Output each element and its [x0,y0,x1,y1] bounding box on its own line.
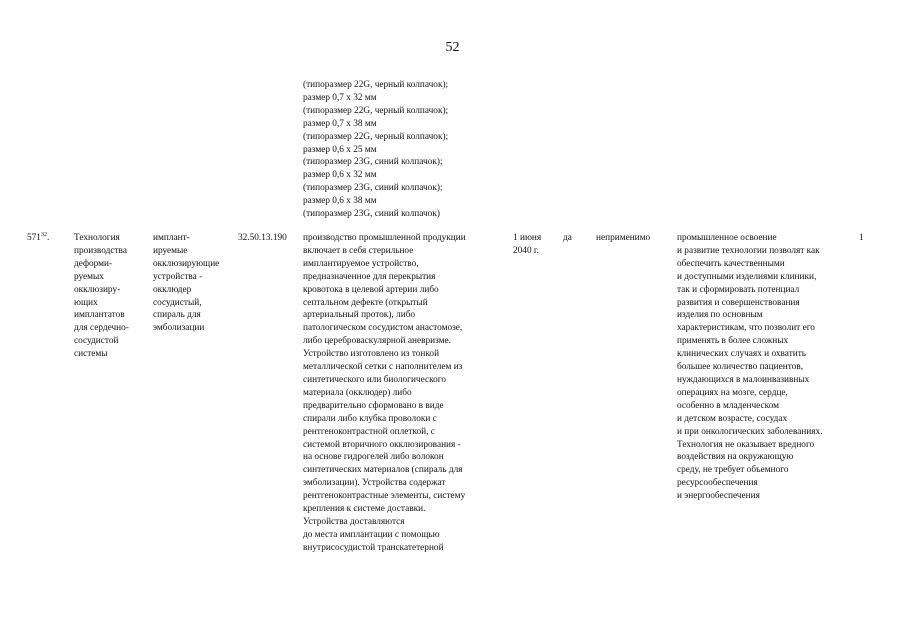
text-line: обеспечить качественными [677,258,785,269]
text-line: применять в более сложных [677,336,789,347]
text-line: производства [74,245,127,256]
text-line: внутрисосудистой транскатетерной [303,542,444,553]
text-line: включает в себя стерильное [303,245,414,256]
text-line: руемых [74,271,104,282]
text-line: (типоразмер 22G, черный колпачок); [303,80,449,90]
text-line: спираль для [153,310,201,321]
text-line: воздействия на окружающую [677,452,794,463]
text-line: размер 0,6 х 25 мм [303,144,377,155]
text-line: системы [74,349,108,360]
text-line: среду, не требует объемного [677,465,789,476]
text-line: и развитие технологии позволят как [677,245,820,256]
product-cell [153,232,219,335]
text-line: имплантатов [74,310,125,321]
text-line: окклюзиру- [74,284,121,295]
row-number-main: 571 [27,233,41,243]
text-line: ируемые [153,245,188,256]
text-line: септальном дефекте (открытый [303,297,428,308]
text-line: предназначенное для перекрытия [303,271,436,282]
text-line: металлической сетки с наполнителем из [303,362,463,373]
text-line: имплантируемое устройство, [303,258,419,269]
text-line: (типоразмер 22G, черный колпачок); [303,131,449,142]
justification-cell [677,232,823,503]
technology-cell [74,232,129,361]
text-line: (типоразмер 23G, синий колпачок); [303,157,443,168]
text-line: предварительно сформовано в виде [303,400,444,411]
text-line: эмболизации [153,323,205,334]
text-line: эмболизации). Устройства содержат [303,478,446,489]
text-line: и при онкологических заболеваниях. [677,426,823,437]
text-line: размер 0,6 х 32 мм [303,170,377,181]
text-line: изделия по основным [677,310,763,321]
text-line: рентгеноконтрастные элементы, систему [303,491,466,502]
text-line: либо цереброваскулярной аневризме. [303,336,451,347]
description-cell [303,232,466,555]
continuation-block [303,79,448,221]
text-line: устройства - [153,271,203,282]
text-line: и доступными изделиями клиники, [677,271,817,282]
text-line: сосудистой [74,336,119,347]
page-number: 52 [445,40,460,55]
code-cell: 32.50.13.190 [238,233,287,243]
text-line: ющих [74,297,98,308]
text-line: особенно в младенческом [677,400,780,411]
text-line: кровотока в целевой артерии либо [303,284,439,295]
row-number-sup: 32 [40,231,47,238]
text-line: размер 0,7 х 32 мм [303,92,377,103]
text-line: размер 0,7 х 38 мм [303,118,377,129]
text-line: до места имплантации с помощью [303,529,440,540]
text-line: окклюдер [153,284,192,295]
text-line: размер 0,6 х 38 мм [303,196,377,207]
flag-cell: да [563,233,572,243]
text-line: (типоразмер 23G, синий колпачок) [303,209,440,220]
text-line: (типоразмер 22G, черный колпачок); [303,105,449,116]
text-line: клинических случаях и охватить [677,349,807,360]
text-line: патологическом сосудистом анастомозе, [303,323,463,334]
text-line: ресурсообеспечения [677,478,758,489]
date-cell [513,232,541,258]
text-line: крепления к системе доставки. [303,504,426,515]
row-number [27,232,49,245]
last-column-cell: 1 [859,233,864,243]
text-line: нуждающихся в малоинвазивных [677,374,810,385]
text-line: развития и совершенствования [677,297,800,308]
text-line: на основе гидрогелей либо волокон [303,452,444,463]
text-line: сосудистый, [153,297,202,308]
text-line: артериальный проток), либо [303,310,416,321]
text-line: операциях на мозге, сердце, [677,387,788,398]
text-line: для сердечно- [74,323,129,334]
text-line: синтетических материалов (спираль для [303,465,463,476]
text-line: (типоразмер 23G, синий колпачок); [303,183,443,194]
text-line: и энергообеспечения [677,491,760,502]
text-line: синтетического или биологического [303,374,447,385]
text-line: Технология не оказывает вредного [677,439,815,450]
text-line: Технология [74,233,120,243]
text-line: спирали либо клубка проволоки с [303,413,437,424]
row-number-suffix: . [46,233,50,243]
text-line: характеристикам, что позволит его [677,323,815,334]
text-line: имплант- [153,233,190,243]
applicability-cell: неприменимо [596,233,651,243]
text-line: материала (окклюдер) либо [303,387,412,398]
text-line: так и сформировать потенциал [677,284,800,295]
text-line: Устройства доставляются [303,516,405,527]
text-line: большее количество пациентов, [677,362,804,373]
text-line: рентгеноконтрастной оплеткой, с [303,426,435,437]
text-line: 2040 г. [513,245,540,256]
text-line: 1 июня [513,233,542,243]
text-line: производство промышленной продукции [303,233,466,243]
text-line: окклюзирующие [153,258,220,269]
text-line: системой вторичного окклюзирования - [303,439,461,450]
text-line: промышленное освоение [677,233,777,243]
text-line: деформи- [74,258,113,269]
text-line: Устройство изготовлено из тонкой [303,349,440,360]
text-line: и детском возрасте, сосудах [677,413,788,424]
